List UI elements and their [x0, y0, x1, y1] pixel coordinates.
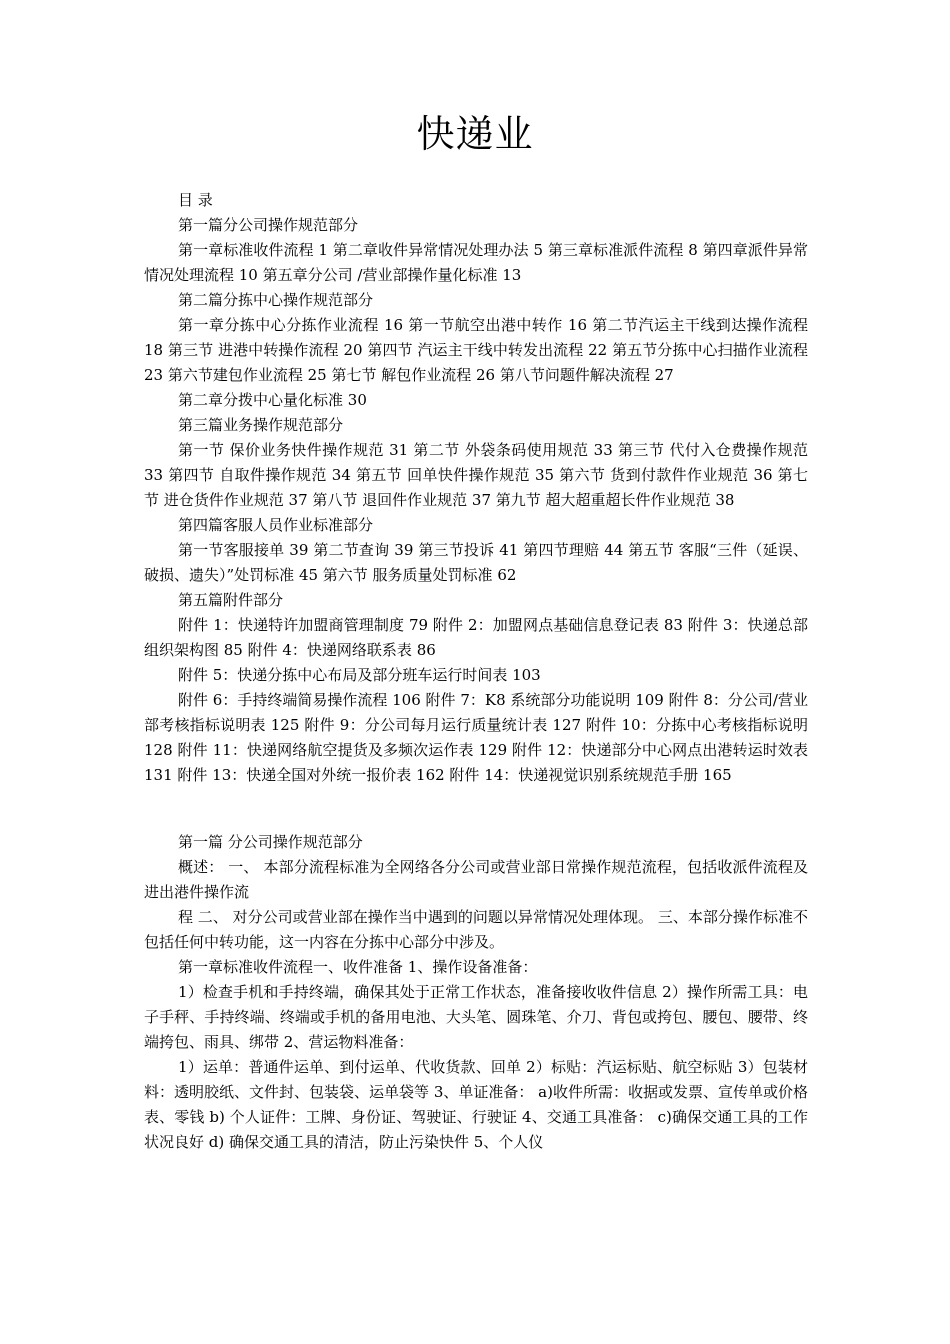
paragraph: 第四篇客服人员作业标准部分 [178, 516, 374, 534]
paragraph: 第一节 保价业务快件操作规范 31 第二节 外袋条码使用规范 33 第三节 代付入仓费操作规范 33 第四节 自取件操作规范 34 第五节 回单快件操作规范 35 第六节 货到付款件作业规范 36 第七节 进仓货件作业规范 37 第八节 退回件作业规范 37 第九节 超大超重超长件作业规范 38 [144, 441, 808, 509]
toc-label: 目 录 [178, 191, 213, 209]
document-body [144, 188, 808, 1155]
paragraph: 第五篇附件部分 [178, 591, 284, 609]
section-gap [144, 788, 808, 830]
paragraph: 第一章分拣中心分拣作业流程 16 第一节航空出港中转作 16 第二节汽运主干线到达操作流程 18 第三节 进港中转操作流程 20 第四节 汽运主干线中转发出流程 22 第五节分拣中心扫描作业流程 23 第六节建包作业流程 25 第七节 解包作业流程 26 第八节问题件解决流程 27 [144, 316, 809, 384]
paragraph: 第一篇分公司操作规范部分 [178, 216, 359, 234]
paragraph: 1）运单：普通件运单、到付运单、代收货款、回单 2）标贴：汽运标贴、航空标贴 3）包装材料：透明胶纸、文件封、包装袋、运单袋等 3、单证准备： a)收件所需：收据或发票、宣传单或价格表、零钱 b) 个人证件：工牌、身份证、驾驶证、行驶证 4、交通工具准备： c)确保交通工具的工作状况良好 d) 确保交通工具的清洁，防止污染快件 5、个人仪 [144, 1058, 808, 1151]
paragraph: 附件 6：手持终端简易操作流程 106 附件 7：K8 系统部分功能说明 109 附件 8：分公司/营业部考核指标说明表 125 附件 9：分公司每月运行质量统计表 127 附件 10：分拣中心考核指标说明 128 附件 11：快递网络航空提货及多频次运作表 129 附件 12：快递部分中心网点出港转运时效表 131 附件 13：快递全国对外统一报价表 162 附件 14：快递视觉识别系统规范手册 165 [144, 691, 808, 784]
document-title: 快递业 [416, 112, 534, 156]
paragraph: 程 二、 对分公司或营业部在操作当中遇到的问题以异常情况处理体现。 三、本部分操作标准不包括任何中转功能，这一内容在分拣中心部分中涉及。 [144, 908, 808, 951]
paragraph: 附件 5：快递分拣中心布局及部分班车运行时间表 103 [178, 666, 541, 684]
paragraph: 第一章标准收件流程一、收件准备 1、操作设备准备： [178, 958, 538, 976]
section-heading: 第一篇 分公司操作规范部分 [178, 833, 363, 851]
paragraph: 第二章分拨中心量化标准 30 [178, 391, 367, 409]
paragraph: 第一节客服接单 39 第二节查询 39 第三节投诉 41 第四节理赔 44 第五节 客服“三件（延误、破损、遗失）”处罚标准 45 第六节 服务质量处罚标准 62 [144, 541, 808, 584]
paragraph: 概述： 一、 本部分流程标准为全网络各分公司或营业部日常操作规范流程，包括收派件流程及进出港件操作流 [144, 858, 808, 901]
paragraph: 第一章标准收件流程 1 第二章收件异常情况处理办法 5 第三章标准派件流程 8 第四章派件异常情况处理流程 10 第五章分公司 /营业部操作量化标准 13 [144, 241, 808, 284]
paragraph: 第三篇业务操作规范部分 [178, 416, 344, 434]
paragraph: 1）检查手机和手持终端，确保其处于正常工作状态，准备接收收件信息 2）操作所需工具：电子手秤、手持终端、终端或手机的备用电池、大头笔、圆珠笔、介刀、背包或挎包、腰包、腰带、终端挎包、雨具、绑带 2、营运物料准备： [144, 983, 808, 1051]
paragraph: 附件 1：快递特许加盟商管理制度 79 附件 2：加盟网点基础信息登记表 83 附件 3：快递总部组织架构图 85 附件 4：快递网络联系表 86 [144, 616, 808, 659]
paragraph: 第二篇分拣中心操作规范部分 [178, 291, 374, 309]
